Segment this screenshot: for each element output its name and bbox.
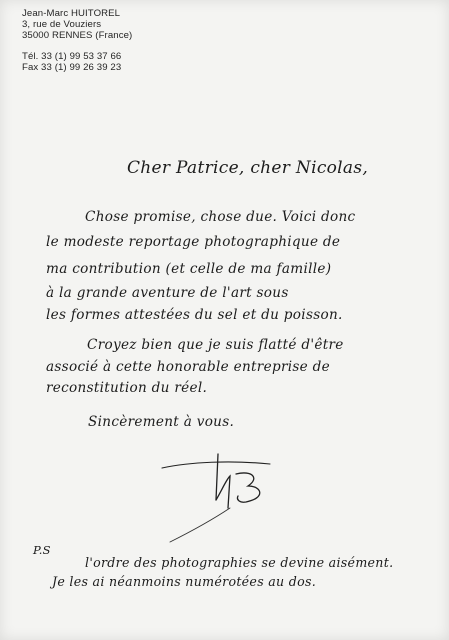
postscript-mark: P.S: [33, 543, 51, 557]
postscript-line-1: l'ordre des photographies se devine aisément.: [85, 555, 394, 570]
sender-phone: Tél. 33 (1) 99 53 37 66: [22, 51, 122, 62]
body-line-7: associé à cette honorable entreprise de: [46, 359, 330, 375]
sender-city: 35000 RENNES (France): [22, 30, 133, 41]
letterhead: [22, 8, 132, 73]
closing: Sincèrement à vous.: [88, 414, 235, 430]
body-line-6: Croyez bien que je suis flatté d'être: [87, 337, 344, 353]
salutation: Cher Patrice, cher Nicolas,: [127, 158, 369, 178]
sender-name: Jean-Marc HUITOREL: [22, 8, 121, 19]
body-line-3: ma contribution (et celle de ma famille): [46, 261, 332, 277]
body-line-2: le modeste reportage photographique de: [46, 234, 341, 250]
sender-fax: Fax 33 (1) 99 26 39 23: [22, 62, 122, 73]
handwritten-signature: [160, 450, 290, 545]
body-line-1: Chose promise, chose due. Voici donc: [85, 209, 356, 225]
body-line-5: les formes attestées du sel et du poisson.: [46, 307, 343, 323]
postscript-line-2: Je les ai néanmoins numérotées au dos.: [52, 574, 317, 589]
body-line-8: reconstitution du réel.: [46, 380, 208, 396]
sender-street: 3, rue de Vouziers: [22, 19, 102, 30]
body-line-4: à la grande aventure de l'art sous: [46, 285, 289, 301]
